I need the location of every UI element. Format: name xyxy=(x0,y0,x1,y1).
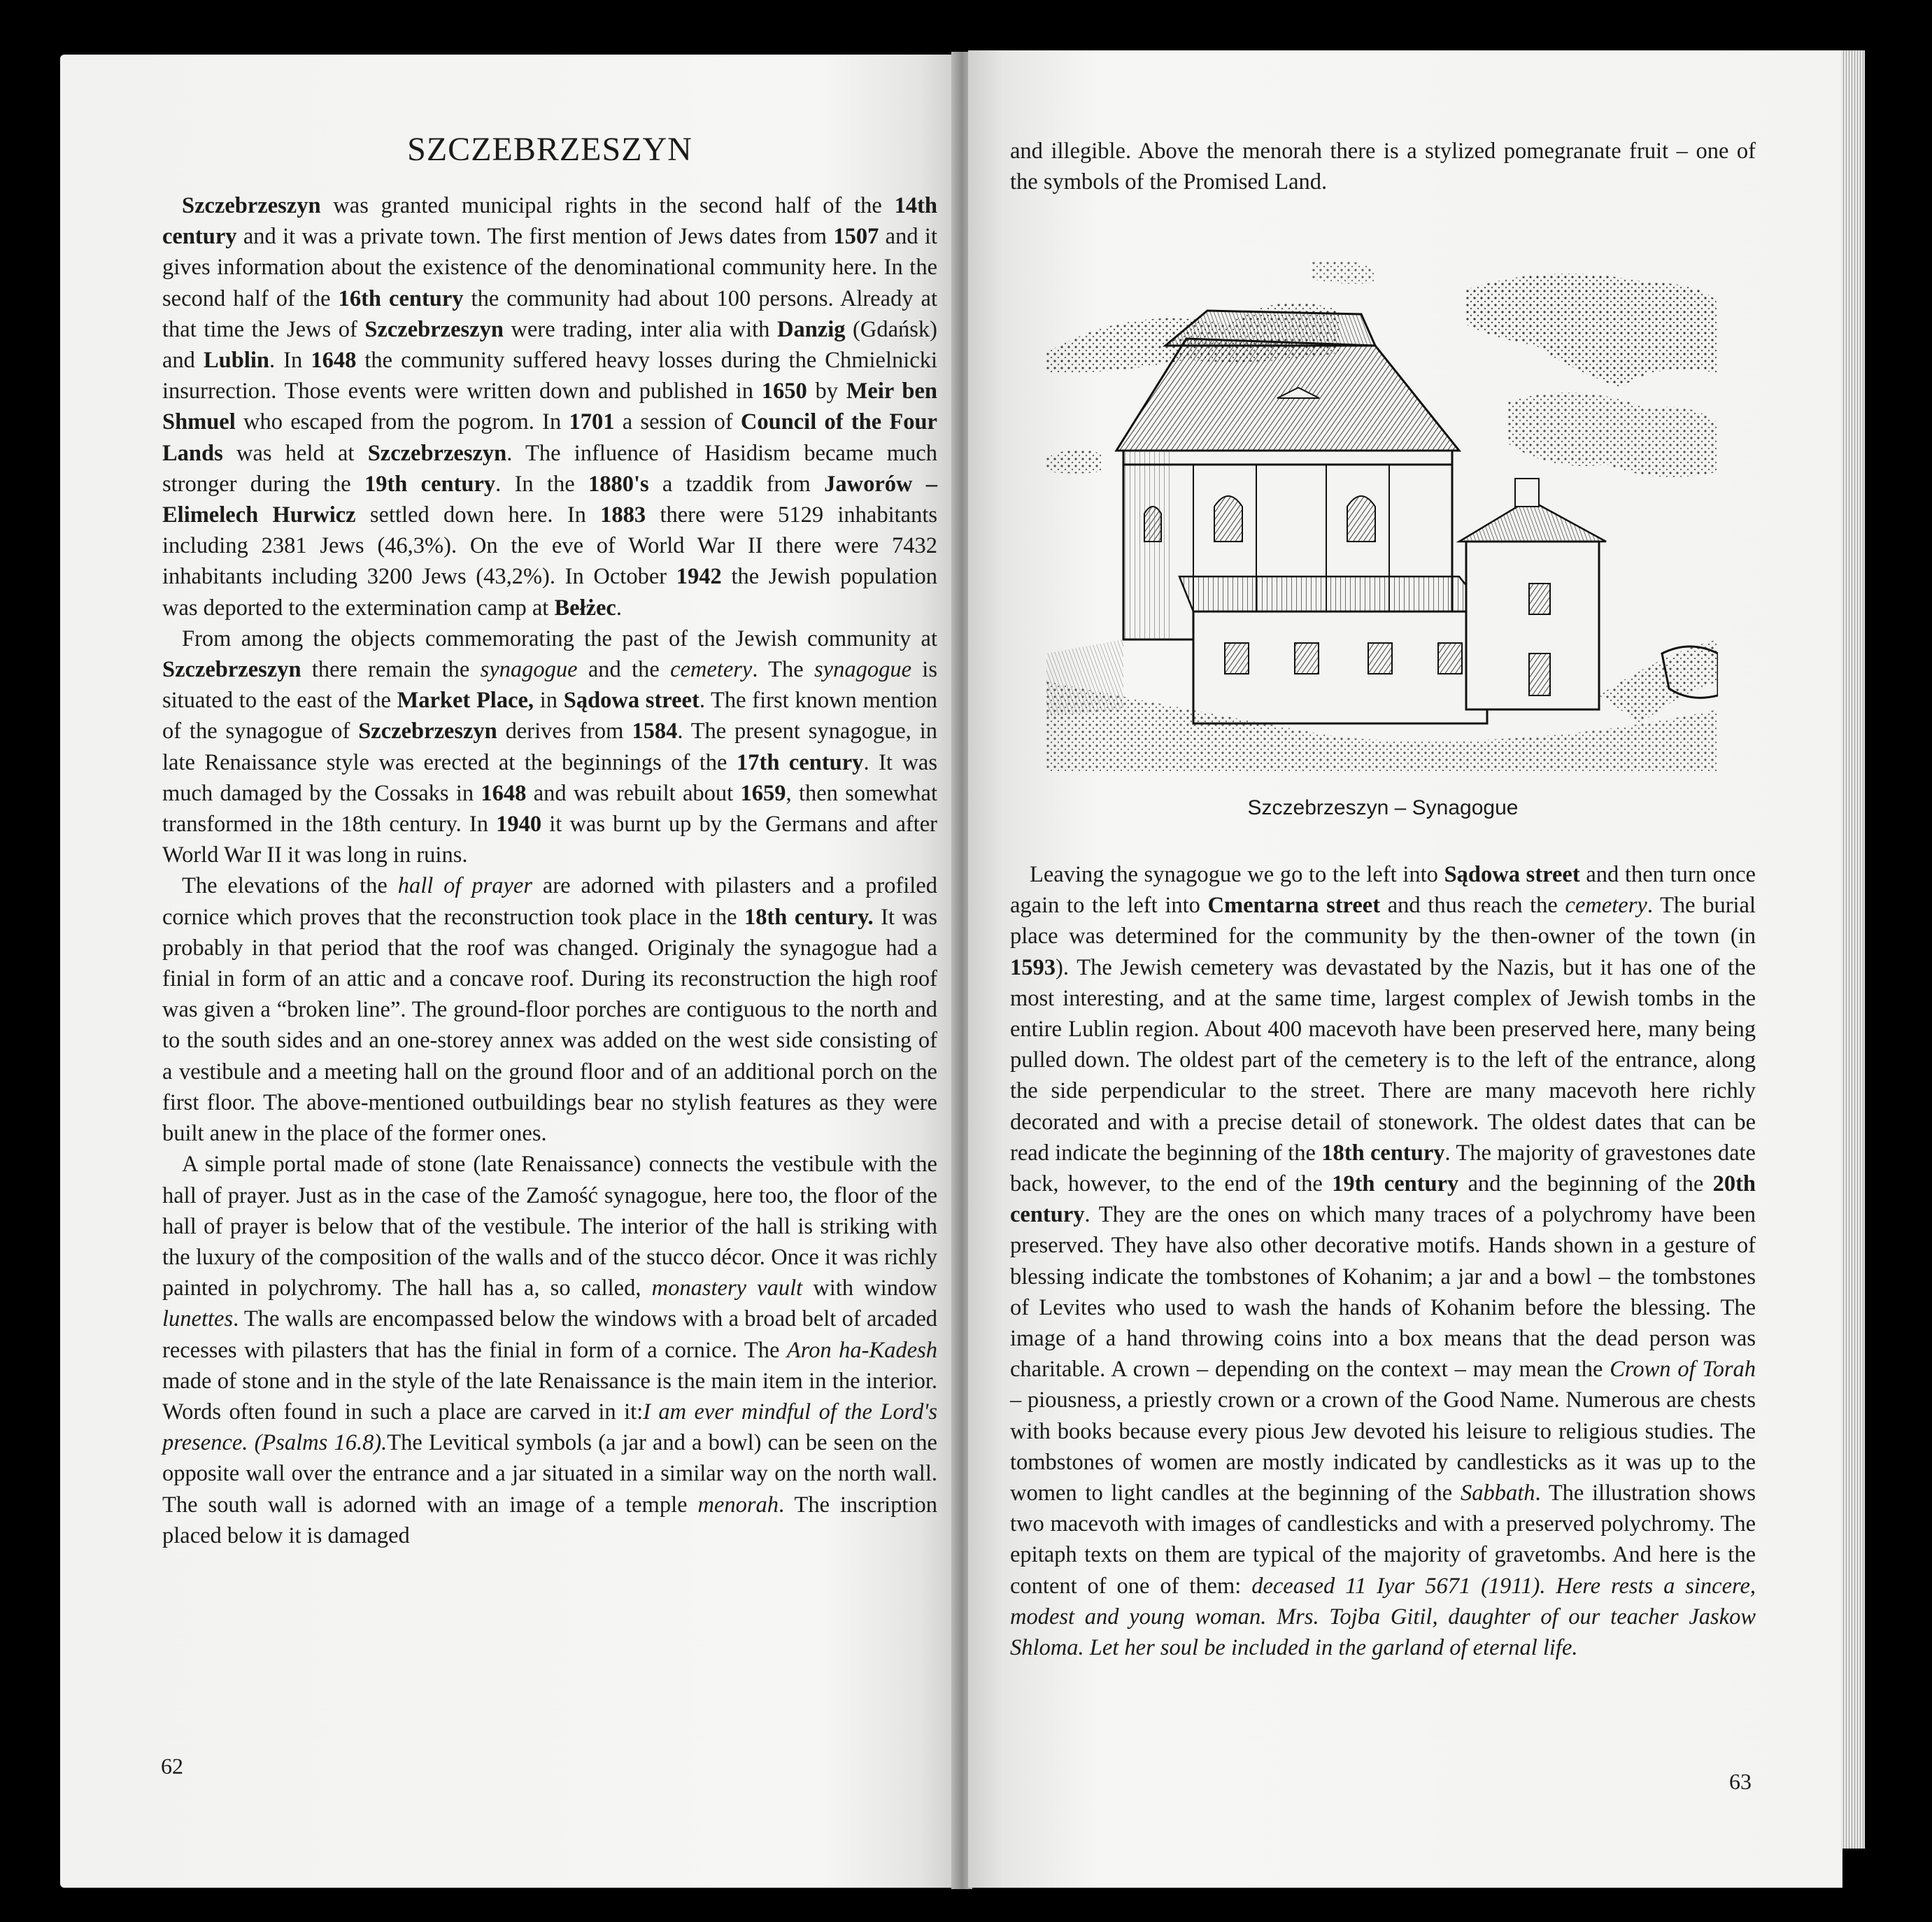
left-column-text xyxy=(162,190,937,1551)
paragraph-continuation: and illegible. Above the menorah there is a stylized pomegranate fruit – one of the symbols of the Promised Land. xyxy=(1010,139,1756,195)
right-column-top-text xyxy=(1010,136,1756,197)
figure-caption: Szczebrzeszyn – Synagogue xyxy=(1247,796,1519,819)
page-title: SZCZEBRZESZYN xyxy=(407,131,692,168)
page-edges xyxy=(1841,50,1865,1849)
paragraph-cemetery: Leaving the synagogue we go to the left into Sądowa street and then turn once again to the left into Cmentarna street and thus reach the cemetery. The burial place was determined for the community by the then-owner of the town (in 1593). The Jewish cemetery was devastated by the Nazis, but it has one of the most interesting, and at the same time, largest complex of Jewish tombs in the entire Lublin region. About 400 macevoth have been preserved here, many being pulled down. The oldest part of the cemetery is to the left of the entrance, along the side perpendicular to the street. There are many macevoth here richly decorated and with a precise detail of stonework. The oldest dates that can be read indicate the beginning of the 18th century. The majority of gravestones date back, however, to the end of the 19th century and the beginning of the 20th century. They are the ones on which many traces of a polychromy have been preserved. They have also other decorative motifs. Hands shown in a gesture of blessing indicate the tombstones of Kohanim; a jar and a bowl – the tombstones of Levites who used to wash the hands of Kohanim before the blessing. The image of a hand throwing coins into a box means that the dead person was charitable. A crown – depending on the context – may mean the Crown of Torah – piousness, a priestly crown or a crown of the Good Name. Numerous are chests with books because every pious Jew devoted his leisure to religious studies. The tombstones of women are mostly indicated by candlesticks as it was up to the women to light candles at the beginning of the Sabbath. The illustration shows two macevoth with images of candlesticks and with a preserved polychromy. The epitaph texts on them are typical of the majority of gravetombs. And here is the content of one of them: deceased 11 Iyar 5671 (1911). Here rests a sincere, modest and young woman. Mrs. Tojba Gitil, daughter of our teacher Jaskow Shloma. Let her soul be included in the garland of eternal life. xyxy=(1010,862,1756,1661)
paragraph-interior: A simple portal made of stone (late Renaissance) connects the vestibule with the hall of prayer. Just as in the case of the Zamość synagogue, here too, the floor of the hall of prayer is below that of the vestibule. The interior of the hall is striking with the luxury of the composition of the walls and of the stucco décor. Once it was richly painted in polychromy. The hall has a, so called, monastery vault with window lunettes. The walls are encompassed below the windows with a broad belt of arcaded recesses with pilasters that has the finial in form of a cornice. The Aron ha-Kadesh made of stone and in the style of the late Renaissance is the main item in the interior. Words often found in such a place are carved in it:I am ever mindful of the Lord's presence. (Psalms 16.8).The Levitical symbols (a jar and a bowl) can be seen on the opposite wall over the entrance and a jar situated in a similar way on the north wall. The south wall is adorned with an image of a temple menorah. The inscription placed below it is damaged xyxy=(162,1152,937,1548)
synagogue-illustration xyxy=(1046,262,1718,772)
paragraph-history: Szczebrzeszyn was granted municipal rights in the second half of the 14th century and it was a private town. The first mention of Jews dates from 1507 and it gives information about the existence of the denominational community here. In the second half of the 16th century the community had about 100 persons. Already at that time the Jews of Szczebrzeszyn were trading, inter alia with Danzig (Gdańsk) and Lublin. In 1648 the community suffered heavy losses during the Chmielnicki insurrection. Those events were written down and published in 1650 by Meir ben Shmuel who escaped from the pogrom. In 1701 a session of Council of the Four Lands was held at Szczebrzeszyn. The influence of Hasidism became much stronger during the 19th century. In the 1880's a tzaddik from Jaworów – Elimelech Hurwicz settled down here. In 1883 there were 5129 inhabitants including 2381 Jews (46,3%). On the eve of World War II there were 7432 inhabitants including 3200 Jews (43,2%). In October 1942 the Jewish population was deported to the extermination camp at Bełżec. xyxy=(162,193,938,621)
paragraph-elevations: The elevations of the hall of prayer are adorned with pilasters and a profiled cornice which proves that the reconstruction took place in the 18th century. It was probably in that period that the roof was changed. Originaly the synagogue had a finial in form of an attic and a concave roof. During its reconstruction the high roof was given a “broken line”. The ground-floor porches are contiguous to the north and to the south sides and an one-storey annex was added on the west side consisting of a vestibule and a meeting hall on the ground floor and of an additional porch on the first floor. The above-mentioned outbuildings bear no stylish features as they were built anew in the place of the former ones. xyxy=(162,873,937,1147)
right-column-text xyxy=(1010,859,1756,1663)
page-number-left: 62 xyxy=(161,1753,183,1779)
paragraph-synagogue: From among the objects commemorating the past of the Jewish community at Szczebrzeszyn there remain the synagogue and the cemetery. The synagogue is situated to the east of the Market Place, in Sądowa street. The first known mention of the synagogue of Szczebrzeszyn derives from 1584. The present synagogue, in late Renaissance style was erected at the beginnings of the 17th century. It was much damaged by the Cossaks in 1648 and was rebuilt about 1659, then somewhat transformed in the 18th century. In 1940 it was burnt up by the Germans and after World War II it was long in ruins. xyxy=(162,626,938,868)
page-number-right: 63 xyxy=(1729,1769,1752,1794)
